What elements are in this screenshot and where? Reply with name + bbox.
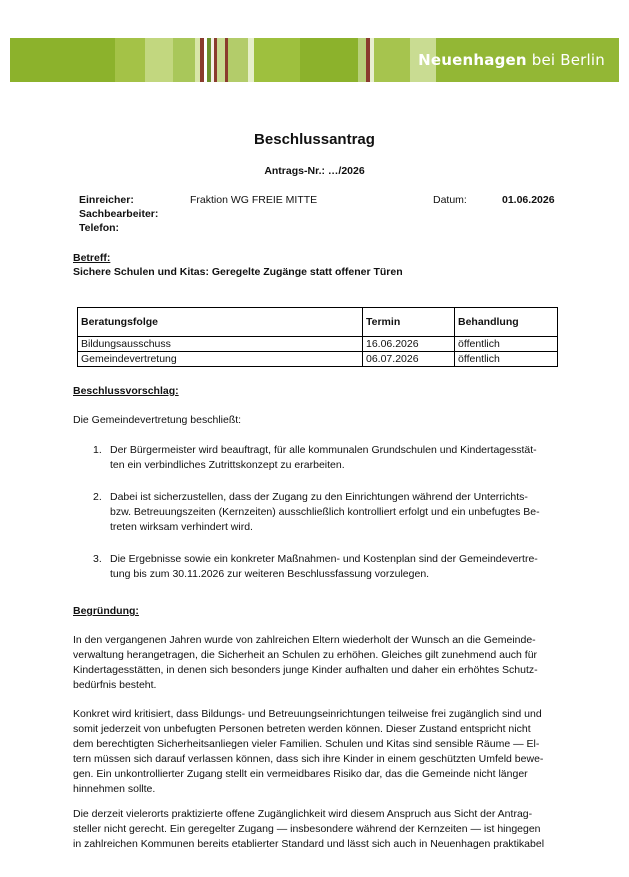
- text-line: tern müssen sich darauf verlassen können, dass sich ihre Kinder in einem geschützten Umfeld bewe-: [73, 753, 544, 765]
- banner-stripe: [115, 38, 145, 82]
- text-line: gen. Ein unkontrollierter Zugang stellt ein vermeidbares Risiko dar, das die Gemeinde nicht länger: [73, 768, 528, 780]
- table-cell: 16.06.2026: [363, 337, 455, 352]
- list-item-number: 3.: [93, 553, 102, 565]
- begruendung-heading: Begründung:: [73, 605, 139, 617]
- table-cell: öffentlich: [455, 337, 558, 352]
- table-header-behandlung: Behandlung: [455, 308, 558, 337]
- table-cell: öffentlich: [455, 352, 558, 367]
- list-item-text: [110, 552, 560, 582]
- table-header-row: [78, 308, 558, 337]
- beschlussvorschlag-intro: Die Gemeindevertretung beschließt:: [73, 414, 242, 426]
- header-banner: [10, 38, 619, 82]
- banner-stripe: [374, 38, 410, 82]
- text-line: ten ein verbindliches Zutrittskonzept zu erarbeiten.: [110, 459, 345, 471]
- text-line: bedürfnis besteht.: [73, 679, 157, 691]
- banner-stripe: [217, 38, 225, 82]
- list-item-text: [110, 443, 560, 473]
- text-line: steller nicht gerecht. Ein geregelter Zugang — insbesondere während der Kernzeiten — ist hingegen: [73, 823, 541, 835]
- begruendung-paragraph-1: [73, 633, 563, 693]
- document-title: Beschlussantrag: [254, 131, 375, 148]
- table-row: [78, 352, 558, 367]
- text-line: Kindertagesstätten, in denen sich besonders junge Kinder aufhalten und daher ein erhöhtes Schutz-: [73, 664, 538, 676]
- banner-stripe: [300, 38, 358, 82]
- banner-stripe: [173, 38, 195, 82]
- einreicher-label: Einreicher:: [79, 194, 134, 206]
- brand-logo-text: [418, 51, 605, 69]
- telefon-label: Telefon:: [79, 222, 120, 234]
- table-cell: 06.07.2026: [363, 352, 455, 367]
- text-line: dem berechtigten Sicherheitsanliegen vieler Familien. Schulen und Kitas sind sensible Räume — El-: [73, 738, 540, 750]
- betreff-text: Sichere Schulen und Kitas: Geregelte Zugänge statt offener Türen: [73, 266, 403, 278]
- text-line: verwaltung herangetragen, die Sicherheit an Schulen zu erhöhen. Gleiches gilt zunehmend auch für: [73, 649, 538, 661]
- begruendung-paragraph-2: [73, 707, 563, 797]
- beratungsfolge-table: [77, 307, 558, 367]
- banner-stripe: [358, 38, 366, 82]
- table-header-beratungsfolge: Beratungsfolge: [78, 308, 363, 337]
- text-line: Der Bürgermeister wird beauftragt, für alle kommunalen Grundschulen und Kindertagesstät-: [110, 444, 537, 456]
- beschlussvorschlag-heading: Beschlussvorschlag:: [73, 385, 179, 397]
- text-line: bzw. Betreuungszeiten (Kernzeiten) ausschließlich kontrolliert erfolgt und ein unbefugtes Be-: [110, 506, 540, 518]
- text-line: somit jederzeit von unbefugten Personen betreten werden können. Dieser Zustand entspricht nicht: [73, 723, 531, 735]
- text-line: treten wirksam verhindert wird.: [110, 521, 253, 533]
- banner-stripe: [254, 38, 300, 82]
- table-cell: Bildungsausschuss: [78, 337, 363, 352]
- einreicher-value: Fraktion WG FREIE MITTE: [190, 194, 318, 206]
- list-item-text: [110, 490, 560, 535]
- list-item-number: 2.: [93, 491, 102, 503]
- table-header-termin: Termin: [363, 308, 455, 337]
- table-cell: Gemeindevertretung: [78, 352, 363, 367]
- brand-name: Neuenhagen: [418, 51, 527, 69]
- text-line: Die derzeit vielerorts praktizierte offene Zugänglichkeit wird diesem Anspruch aus Sicht der Antrag-: [73, 808, 533, 820]
- text-line: tung bis zum 30.11.2026 zur weiteren Beschlussfassung vorzulegen.: [110, 568, 430, 580]
- text-line: Konkret wird kritisiert, dass Bildungs- und Betreuungseinrichtungen teilweise frei zugänglich sind und: [73, 708, 542, 720]
- text-line: In den vergangenen Jahren wurde von zahlreichen Eltern wiederholt der Wunsch an die Gemeinde-: [73, 634, 536, 646]
- banner-stripe: [10, 38, 115, 82]
- banner-stripe: [228, 38, 248, 82]
- sachbearbeiter-label: Sachbearbeiter:: [79, 208, 159, 220]
- datum-value: 01.06.2026: [502, 194, 555, 206]
- brand-place: bei Berlin: [526, 51, 605, 69]
- begruendung-paragraph-3: [73, 807, 563, 852]
- text-line: in zahlreichen Kommunen bereits etablierter Standard und lässt sich auch in Neuenhagen praktikabel: [73, 838, 545, 850]
- betreff-heading: Betreff:: [73, 252, 111, 264]
- list-item-number: 1.: [93, 444, 102, 456]
- datum-label: Datum:: [433, 194, 467, 206]
- banner-stripe: [145, 38, 173, 82]
- text-line: Die Ergebnisse sowie ein konkreter Maßnahmen- und Kostenplan sind der Gemeindevertre-: [110, 553, 538, 565]
- text-line: Dabei ist sicherzustellen, dass der Zugang zu den Einrichtungen während der Unterrichts-: [110, 491, 528, 503]
- antrags-number: Antrags-Nr.: …/2026: [264, 165, 365, 177]
- table-row: [78, 337, 558, 352]
- text-line: hinnehmen sollte.: [73, 783, 156, 795]
